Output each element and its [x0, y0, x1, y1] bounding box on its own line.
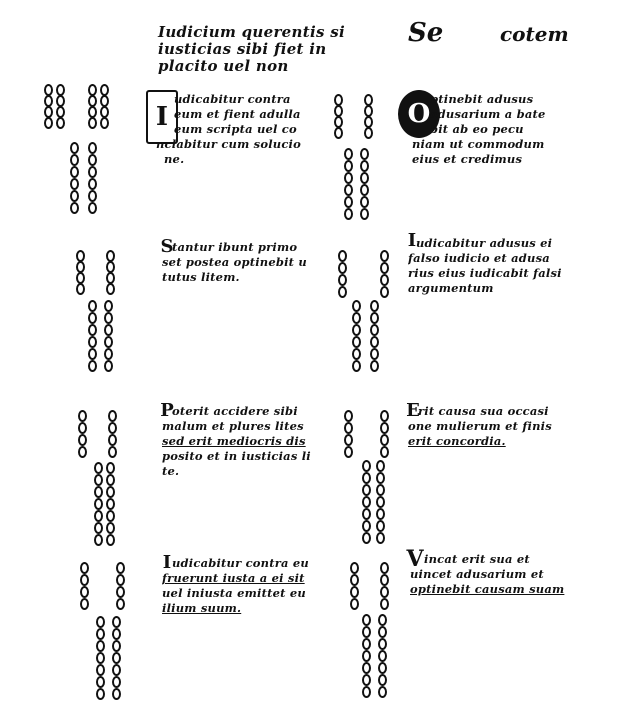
figure-dot: [380, 422, 389, 434]
figure-dot: [378, 638, 387, 650]
figure-dot: [104, 300, 113, 312]
figure-dot: [380, 446, 389, 458]
figure-dot: [352, 360, 361, 372]
figure-dot: [94, 486, 103, 498]
figure-dot: [362, 662, 371, 674]
figure-dot: [88, 300, 97, 312]
figure-dot: [70, 142, 79, 154]
entry-line: ne.: [164, 152, 185, 166]
figure-dot: [380, 274, 389, 286]
figure-dot: [344, 172, 353, 184]
figure-dot: [380, 598, 389, 610]
ornamented-initial: I: [146, 90, 178, 144]
figure-dot: [94, 474, 103, 486]
figure-dot: [380, 286, 389, 298]
figure-dot: [88, 202, 97, 214]
figure-dot: [94, 522, 103, 534]
figure-dot: [350, 598, 359, 610]
figure-dot: [344, 446, 353, 458]
running-head-left: Se: [408, 18, 444, 48]
figure-dot: [44, 117, 53, 129]
figure-dot: [76, 283, 85, 295]
figure-dot: [362, 626, 371, 638]
entry-line: ptinebit adusus: [430, 92, 534, 106]
figure-dot: [378, 686, 387, 698]
figure-dot: [378, 650, 387, 662]
figure-dot: [344, 208, 353, 220]
figure-dot: [78, 446, 87, 458]
figure-dot: [88, 348, 97, 360]
figure-dot: [344, 434, 353, 446]
figure-dot: [106, 498, 115, 510]
chapter-heading: [158, 23, 345, 75]
entry-line: oterit accidere sibi: [172, 404, 298, 418]
entry-line: fruerunt iusta a ei sit: [162, 571, 305, 585]
initial-letter: P: [160, 400, 174, 421]
figure-dot: [376, 460, 385, 472]
entry-line: rius eius iudicabit falsi: [408, 266, 562, 280]
figure-dot: [352, 348, 361, 360]
entry-line: optinebit causam suam: [410, 582, 565, 596]
figure-dot: [108, 410, 117, 422]
figure-dot: [80, 562, 89, 574]
figure-dot: [380, 262, 389, 274]
figure-dot: [360, 184, 369, 196]
entry-line: ilium suum.: [162, 601, 242, 615]
figure-dot: [338, 250, 347, 262]
figure-dot: [352, 336, 361, 348]
entry-line: erit concordia.: [408, 434, 506, 448]
figure-dot: [70, 202, 79, 214]
figure-dot: [380, 434, 389, 446]
figure-dot: [94, 510, 103, 522]
figure-dot: [88, 178, 97, 190]
entry-line: falso iudicio et adusa: [408, 251, 550, 265]
figure-dot: [88, 117, 97, 129]
figure-dot: [106, 283, 115, 295]
figure-dot: [378, 614, 387, 626]
figure-dot: [362, 674, 371, 686]
heading-line: placito uel non: [158, 57, 289, 75]
figure-dot: [116, 574, 125, 586]
figure-dot: [88, 190, 97, 202]
figure-dot: [96, 616, 105, 628]
figure-dot: [106, 474, 115, 486]
figure-dot: [362, 508, 371, 520]
entry-line: niam ut commodum: [412, 137, 545, 151]
figure-dot: [370, 312, 379, 324]
figure-dot: [104, 324, 113, 336]
figure-dot: [360, 148, 369, 160]
figure-dot: [80, 574, 89, 586]
figure-dot: [338, 274, 347, 286]
entry-line: argumentum: [408, 281, 494, 295]
figure-dot: [70, 154, 79, 166]
figure-dot: [70, 190, 79, 202]
figure-dot: [104, 348, 113, 360]
figure-dot: [104, 312, 113, 324]
figure-dot: [350, 574, 359, 586]
figure-dot: [376, 496, 385, 508]
figure-dot: [344, 184, 353, 196]
figure-dot: [352, 312, 361, 324]
figure-dot: [370, 348, 379, 360]
figure-dot: [106, 534, 115, 546]
figure-dot: [352, 300, 361, 312]
figure-dot: [96, 628, 105, 640]
figure-dot: [112, 664, 121, 676]
figure-dot: [112, 688, 121, 700]
text-entry: [162, 240, 322, 285]
figure-dot: [88, 360, 97, 372]
figure-dot: [88, 142, 97, 154]
figure-dot: [362, 484, 371, 496]
figure-dot: [360, 196, 369, 208]
figure-dot: [334, 127, 343, 139]
figure-dot: [88, 312, 97, 324]
figure-dot: [344, 196, 353, 208]
initial-letter: S: [160, 236, 174, 257]
figure-dot: [338, 262, 347, 274]
figure-dot: [96, 676, 105, 688]
entry-line: incat erit sua et: [424, 552, 530, 566]
figure-dot: [362, 520, 371, 532]
figure-dot: [88, 324, 97, 336]
figure-dot: [376, 520, 385, 532]
ornamented-initial: O: [398, 90, 440, 138]
figure-dot: [378, 662, 387, 674]
entry-line: tantur ibunt primo: [172, 240, 298, 254]
text-entry: [162, 556, 322, 616]
figure-dot: [370, 336, 379, 348]
figure-dot: [362, 650, 371, 662]
figure-dot: [78, 434, 87, 446]
figure-dot: [362, 472, 371, 484]
figure-dot: [94, 534, 103, 546]
figure-dot: [112, 676, 121, 688]
figure-dot: [106, 462, 115, 474]
figure-dot: [362, 614, 371, 626]
figure-dot: [116, 598, 125, 610]
figure-dot: [112, 628, 121, 640]
figure-dot: [380, 250, 389, 262]
text-entry: [412, 92, 580, 167]
figure-dot: [378, 674, 387, 686]
figure-dot: [78, 410, 87, 422]
entry-line: set postea optinebit u: [162, 255, 307, 269]
entry-line: rit causa sua occasi: [418, 404, 549, 418]
text-entry: [408, 236, 566, 296]
figure-dot: [106, 522, 115, 534]
figure-dot: [96, 688, 105, 700]
figure-dot: [376, 532, 385, 544]
figure-dot: [108, 446, 117, 458]
figure-dot: [362, 686, 371, 698]
figure-dot: [94, 498, 103, 510]
figure-dot: [116, 586, 125, 598]
text-entry: [408, 404, 568, 449]
figure-dot: [360, 172, 369, 184]
figure-dot: [344, 148, 353, 160]
figure-dot: [380, 574, 389, 586]
figure-dot: [94, 462, 103, 474]
entry-line: eius et credimus: [412, 152, 523, 166]
figure-dot: [96, 652, 105, 664]
figure-dot: [96, 640, 105, 652]
entry-line: posito et in iusticias li: [162, 449, 311, 463]
initial-letter: I: [162, 552, 172, 573]
entry-line: malum et plures lites: [162, 419, 304, 433]
entry-line: nclabitur cum solucio: [156, 137, 301, 151]
figure-dot: [112, 652, 121, 664]
figure-dot: [376, 472, 385, 484]
text-entry: [156, 92, 324, 167]
entry-line: udicabitur contra: [174, 92, 291, 106]
heading-line: Iudicium querentis si: [158, 23, 345, 41]
figure-dot: [370, 300, 379, 312]
figure-dot: [80, 586, 89, 598]
figure-dot: [360, 208, 369, 220]
figure-dot: [344, 410, 353, 422]
figure-dot: [376, 484, 385, 496]
figure-dot: [362, 532, 371, 544]
initial-letter: V: [406, 546, 424, 572]
figure-dot: [96, 664, 105, 676]
figure-dot: [88, 166, 97, 178]
figure-dot: [80, 598, 89, 610]
entry-line: udicabitur contra eu: [172, 556, 309, 570]
figure-dot: [88, 154, 97, 166]
figure-dot: [70, 166, 79, 178]
figure-dot: [112, 640, 121, 652]
figure-dot: [104, 360, 113, 372]
figure-dot: [378, 626, 387, 638]
figure-dot: [104, 336, 113, 348]
entry-line: uincet adusarium et: [410, 567, 544, 581]
figure-dot: [364, 127, 373, 139]
entry-line: sed erit mediocris dis: [162, 434, 306, 448]
figure-dot: [108, 422, 117, 434]
figure-dot: [108, 434, 117, 446]
heading-line: iusticias sibi fiet in: [158, 40, 327, 58]
figure-dot: [380, 586, 389, 598]
figure-dot: [338, 286, 347, 298]
entry-line: adusarium a bate: [430, 107, 546, 121]
running-head-right: cotem: [500, 22, 569, 46]
initial-letter: I: [407, 230, 417, 251]
text-entry: [162, 404, 322, 479]
figure-dot: [362, 638, 371, 650]
figure-dot: [350, 562, 359, 574]
figure-dot: [380, 410, 389, 422]
figure-dot: [88, 336, 97, 348]
figure-dot: [106, 486, 115, 498]
figure-dot: [380, 562, 389, 574]
entry-line: te.: [162, 464, 180, 478]
figure-dot: [362, 460, 371, 472]
figure-dot: [376, 508, 385, 520]
entry-line: one mulierum et finis: [408, 419, 552, 433]
initial-letter: E: [406, 400, 420, 421]
entry-line: udicabitur adusus ei: [416, 236, 553, 250]
figure-dot: [360, 160, 369, 172]
figure-dot: [100, 117, 109, 129]
text-entry: [410, 552, 574, 597]
figure-dot: [106, 510, 115, 522]
figure-dot: [112, 616, 121, 628]
figure-dot: [362, 496, 371, 508]
figure-dot: [70, 178, 79, 190]
figure-dot: [344, 422, 353, 434]
entry-line: eum scripta uel co: [174, 122, 297, 136]
entry-line: eum et fient adulla: [174, 107, 301, 121]
figure-dot: [352, 324, 361, 336]
entry-line: bit ab eo pecu: [430, 122, 524, 136]
figure-dot: [56, 117, 65, 129]
figure-dot: [370, 324, 379, 336]
figure-dot: [350, 586, 359, 598]
figure-dot: [344, 160, 353, 172]
figure-dot: [370, 360, 379, 372]
entry-line: uel iniusta emittet eu: [162, 586, 306, 600]
entry-line: tutus litem.: [162, 270, 240, 284]
figure-dot: [116, 562, 125, 574]
figure-dot: [78, 422, 87, 434]
